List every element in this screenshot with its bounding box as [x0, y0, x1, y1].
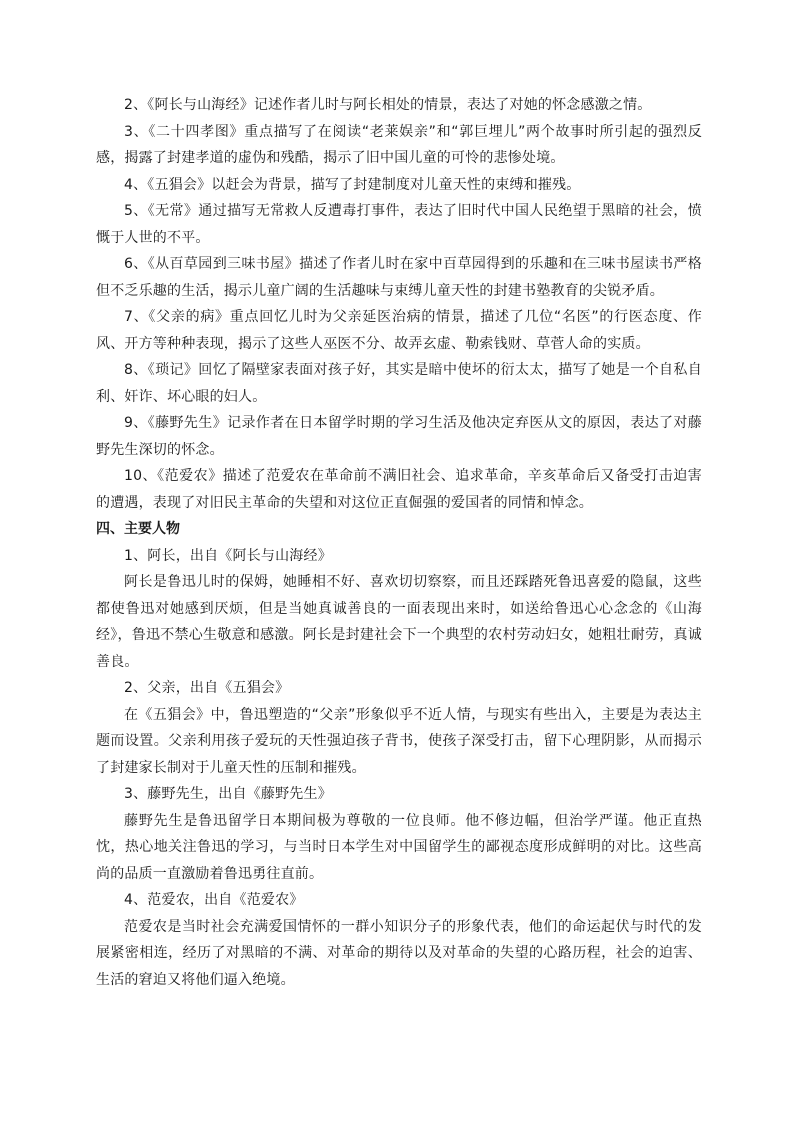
summary-paragraph: 4、《五猖会》以赶会为背景，描写了封建制度对儿童天性的束缚和摧残。: [124, 176, 581, 193]
character-title: 1、阿长，出自《阿长与山海经》: [124, 547, 332, 564]
summary-paragraph: 7、《父亲的病》重点回忆儿时为父亲延医治病的情景，描述了几位“名医”的行医态度、作风、开方等种种表现，揭示了这些人巫医不分、故弄玄虚、勒索钱财、草菅人命的实质。: [96, 309, 702, 352]
summary-paragraph: 5、《无常》通过描写无常救人反遭毒打事件，表达了旧时代中国人民绝望于黑暗的社会，愤慨于人世的不平。: [96, 203, 702, 246]
character-title: 4、范爱农，出自《范爱农》: [124, 892, 304, 908]
summary-paragraph: 10、《范爱农》描述了范爱农在革命前不满旧社会、追求革命，辛亥革命后又备受打击迫害的遭遇，表现了对旧民主革命的失望和对这位正直倔强的爱国者的同情和悼念。: [96, 468, 702, 511]
summary-paragraph: 8、《琐记》回忆了隔壁家表面对孩子好，其实是暗中使坏的衍太太，描写了她是一个自私自利、奸诈、坏心眼的妇人。: [96, 362, 702, 405]
summary-paragraph: 2、《阿长与山海经》记述作者儿时与阿长相处的情景，表达了对她的怀念感激之情。: [124, 97, 652, 113]
section-heading: 四、主要人物: [96, 521, 180, 537]
character-description: 范爱农是当时社会充满爱国情怀的一群小知识分子的形象代表，他们的命运起伏与时代的发展紧密相连，经历了对黑暗的不满、对革命的期待以及对革命的失望的心路历程，社会的迫害、生活的窘迫又将他们逼入绝境。: [96, 918, 702, 988]
summary-paragraph: 6、《从百草园到三味书屋》描述了作者儿时在家中百草园得到的乐趣和在三味书屋读书严格但不乏乐趣的生活，揭示儿童广阔的生活趣味与束缚儿童天性的封建书塾教育的尖锐矛盾。: [96, 256, 702, 299]
character-description: 阿长是鲁迅儿时的保姆，她睡相不好、喜欢切切察察，而且还踩踏死鲁迅喜爱的隐鼠，这些都使鲁迅对她感到厌烦，但是当她真诚善良的一面表现出来时，如送给鲁迅心心念念的《山海经》，鲁迅不禁心生敬意和感激。阿长是封建社会下一个典型的农村劳动妇女，她粗壮耐劳，真诚善良。: [96, 574, 702, 670]
character-description: 在《五猖会》中，鲁迅塑造的“父亲”形象似乎不近人情，与现实有些出入，主要是为表达主题而设置。父亲利用孩子爱玩的天性强迫孩子背书，使孩子深受打击，留下心理阴影，从而揭示了封建家长制对于儿童天性的压制和摧残。: [96, 706, 702, 776]
character-title: 3、藤野先生，出自《藤野先生》: [124, 786, 332, 802]
document-page: [96, 92, 702, 993]
character-description: 藤野先生是鲁迅留学日本期间极为尊敬的一位良师。他不修边幅，但治学严谨。他正直热忱，热心地关注鲁迅的学习，与当时日本学生对中国留学生的鄙视态度形成鲜明的对比。这些高尚的品质一直激励着鲁迅勇往直前。: [96, 812, 702, 882]
summary-paragraph: 3、《二十四孝图》重点描写了在阅读“老莱娱亲”和“郭巨埋儿”两个故事时所引起的强烈反感，揭露了封建孝道的虚伪和残酷，揭示了旧中国儿童的可怜的悲惨处境。: [96, 123, 702, 166]
summary-paragraph: 9、《藤野先生》记录作者在日本留学时期的学习生活及他决定弃医从文的原因，表达了对藤野先生深切的怀念。: [96, 415, 702, 458]
character-title: 2、父亲，出自《五猖会》: [124, 680, 290, 696]
